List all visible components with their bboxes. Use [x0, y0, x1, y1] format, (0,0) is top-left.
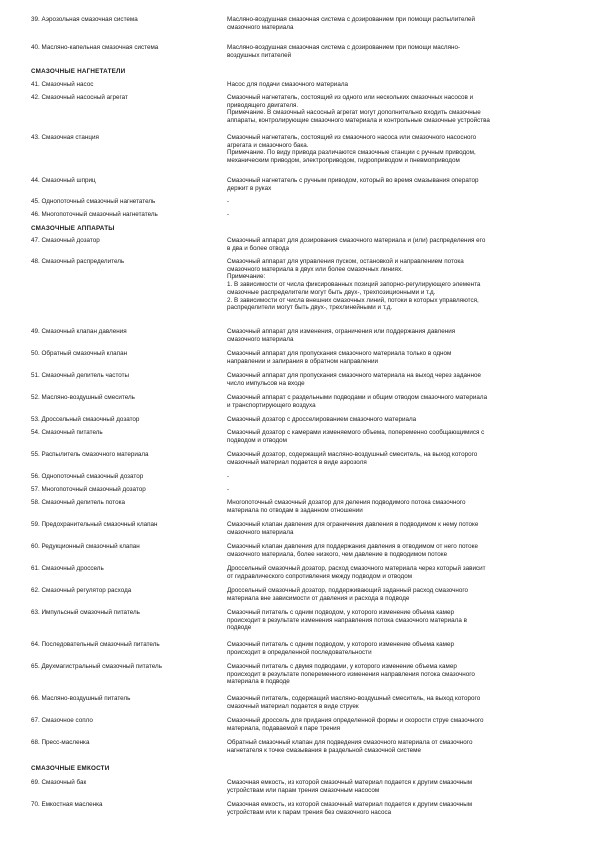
definition-line: -	[227, 211, 230, 218]
definition-line: Обратный смазочный клапан для подведения смазочного материала от смазочного	[227, 739, 473, 746]
term-definition	[227, 801, 567, 816]
definition-line: Смазочный аппарат для дозирования смазочного материала и (или) распределения его	[227, 237, 486, 244]
definition-line: материала вне зависимости от давления и расхода в подводе	[227, 594, 410, 602]
term-name: 40. Масляно-капельная смазочная система	[31, 44, 159, 51]
definition-line: Примечание:	[227, 273, 266, 281]
section-heading: СМАЗОЧНЫЕ НАГНЕТАТЕЛИ	[31, 68, 126, 75]
definition-line: Смазочный аппарат для пропускания смазочного материала только в одном	[227, 350, 452, 357]
term-name: 67. Смазочное сопло	[31, 717, 93, 724]
term-definition	[227, 717, 567, 732]
term-name: 54. Смазочный питатель	[31, 429, 103, 436]
term-name: 65. Двухмагистральный смазочный питатель	[31, 663, 162, 670]
term-name: 47. Смазочный дозатор	[31, 237, 100, 244]
definition-line: приводящего двигателя.	[227, 101, 299, 109]
definition-line: Смазочный нагнетатель, состоящий из смазочного насоса или смазочного насосного	[227, 134, 477, 141]
definition-line: происходит в результате попеременного изменения направления потока смазочного	[227, 670, 475, 678]
definition-line: механическим приводом, электроприводом, гидроприводом и пневмоприводом	[227, 157, 460, 165]
definition-line: воздушных питателей	[227, 51, 292, 59]
definition-line: Смазочная емкость, из которой смазочный материал подается к другим смазочным	[227, 779, 473, 786]
definition-line: Смазочный аппарат для изменения, ограничения или поддержания давления	[227, 328, 456, 335]
term-definition	[227, 44, 567, 59]
term-name: 59. Предохранительный смазочный клапан	[31, 521, 158, 528]
term-name: 51. Смазочный делитель частоты	[31, 372, 130, 379]
term-definition	[227, 177, 567, 192]
term-name: 55. Распылитель смазочного материала	[31, 451, 149, 458]
definition-line: Масляно-воздушная смазочная система с дозированием при помощи масляно-	[227, 44, 461, 51]
definition-line: 2. В зависимости от числа внешних смазочных линий, потоки в которых управляются,	[227, 296, 479, 304]
term-name: 62. Смазочный регулятор расхода	[31, 587, 132, 594]
definition-line: Смазочный дозатор с дросселированием смазочного материала	[227, 416, 417, 423]
term-definition	[227, 695, 567, 710]
definition-line: Смазочный клапан давления для ограничения давления в подводимом к нему потоке	[227, 521, 479, 528]
term-name: 52. Масляно-воздушный смеситель	[31, 394, 135, 401]
term-definition	[227, 451, 567, 466]
section-heading: СМАЗОЧНЫЕ АППАРАТЫ	[31, 225, 115, 232]
definition-line: Смазочный дозатор с камерами изменяемого объема, попеременно сообщающимися с	[227, 429, 485, 436]
term-name: 45. Однопоточный смазочный нагнетатель	[31, 198, 156, 205]
definition-line: -	[227, 486, 230, 493]
term-name: 53. Дроссельный смазочный дозатор	[31, 416, 140, 423]
term-name: 68. Пресс-масленка	[31, 739, 90, 746]
definition-line: смазочного материала	[227, 23, 294, 31]
definition-line: в два и более отвода	[227, 244, 290, 252]
definition-line: Смазочный дроссель для придания определенной формы и скорости струе смазочного	[227, 717, 484, 724]
definition-line: Смазочный питатель с двумя подводами, у которого изменение объема камер	[227, 663, 457, 670]
term-definition	[227, 486, 567, 494]
term-definition	[227, 429, 567, 444]
term-definition	[227, 134, 567, 165]
term-name: 48. Смазочный распределитель	[31, 258, 125, 265]
definition-line: Смазочный питатель с одним подводом, у которого изменение объема камер	[227, 641, 454, 648]
definition-line: число импульсов на входе	[227, 379, 305, 387]
definition-line: нагнетателя к точке смазывания в раздельной смазочной системе	[227, 746, 421, 754]
section-heading: СМАЗОЧНЫЕ ЕМКОСТИ	[31, 765, 110, 772]
term-name: 70. Емкостная масленка	[31, 801, 103, 808]
term-definition	[227, 499, 567, 514]
definition-line: Смазочный аппарат для пропускания смазочного материала на выход через заданное	[227, 372, 481, 379]
term-name: 57. Многопоточный смазочный дозатор	[31, 486, 146, 493]
definition-line: подводом и отводом	[227, 436, 287, 444]
term-name: 66. Масляно-воздушный питатель	[31, 695, 131, 702]
term-definition	[227, 565, 567, 580]
term-definition	[227, 641, 567, 656]
definition-line: смазочного материала, более низкого, чем давление в подводимом потоке	[227, 550, 448, 558]
term-definition	[227, 198, 567, 206]
definition-line: Масляно-воздушная смазочная система с дозированием при помощи распылителей	[227, 16, 476, 23]
term-name: 63. Импульсный смазочный питатель	[31, 609, 140, 616]
term-definition	[227, 258, 567, 312]
definition-line: Дроссельный смазочный дозатор, расход смазочного материала через который зависит	[227, 565, 486, 572]
definition-line: держит в руках	[227, 184, 272, 192]
definition-line: устройствам или парам трения смазочным насосом	[227, 786, 380, 794]
definition-line: Смазочная емкость, из которой смазочный материал подается к другим смазочным	[227, 801, 473, 808]
term-definition	[227, 779, 567, 794]
definition-line: Смазочный питатель с одним подводом, у которого изменение объема камер	[227, 609, 454, 616]
term-name: 49. Смазочный клапан давления	[31, 328, 127, 335]
term-definition	[227, 394, 567, 409]
definition-line: от гидравлического сопротивления между подводом и отводом	[227, 572, 413, 580]
definition-line: Смазочный нагнетатель с ручным приводом, который во время смазывания оператор	[227, 177, 479, 184]
term-name: 46. Многопоточный смазочный нагнетатель	[31, 211, 158, 218]
term-definition	[227, 609, 567, 632]
definition-line: материала по отводам в заданном отношении	[227, 506, 363, 514]
term-name: 39. Аэрозольная смазочная система	[31, 16, 138, 23]
definition-line: Многопоточный смазочный дозатор для деления подводимого потока смазочного	[227, 499, 466, 506]
definition-line: Дроссельный смазочный дозатор, поддерживающий заданный расход смазочного	[227, 587, 469, 594]
definition-line: Смазочный аппарат с раздельными подводами и общим отводом смазочного материала	[227, 394, 488, 401]
definition-line: устройствам или к парам трения без смазочного насоса	[227, 808, 392, 816]
definition-line: смазочного материала в двух или более смазочных линиях.	[227, 265, 403, 273]
definition-line: Насос для подачи смазочного материала	[227, 81, 348, 88]
term-definition	[227, 587, 567, 602]
definition-line: материала, подаваемой к паре трения	[227, 724, 340, 732]
definition-line: Смазочный питатель, содержащий масляно-воздушный смеситель, на выход которого	[227, 695, 481, 702]
term-definition	[227, 416, 567, 424]
term-name: 69. Смазочный бак	[31, 779, 87, 786]
definition-line: смазочный материал подается в виде струек	[227, 702, 359, 710]
definition-line: смазочные распределители могут быть двух-, трехпозиционными и т.д.	[227, 288, 436, 296]
definition-line: материала в подводе	[227, 678, 290, 686]
term-definition	[227, 663, 567, 686]
term-definition	[227, 94, 567, 125]
term-definition	[227, 473, 567, 481]
term-definition	[227, 81, 567, 89]
definition-line: 1. В зависимости от числа фиксированных позиций запорно-регулирующего элемента	[227, 281, 481, 289]
definition-line: Примечание. По виду привода различаются смазочные станции с ручным приводом,	[227, 149, 476, 157]
definition-line: агрегата и смазочного бака.	[227, 141, 309, 149]
term-name: 56. Однопоточный смазочный дозатор	[31, 473, 144, 480]
definition-line: -	[227, 473, 230, 480]
term-definition	[227, 211, 567, 219]
definition-line: происходит в результате изменения направления потока смазочного материала в	[227, 616, 467, 624]
term-name: 64. Последовательный смазочный питатель	[31, 641, 160, 648]
definition-line: происходит в определенной последовательности	[227, 648, 372, 656]
definition-line: Смазочный дозатор, содержащий масляно-воздушный смеситель, на выход которого	[227, 451, 478, 458]
term-definition	[227, 350, 567, 365]
definition-line: -	[227, 198, 230, 205]
definition-line: направлении и запирания в обратном направлении	[227, 357, 379, 365]
definition-line: распределители могут быть двух-, трехлинейными и т.д.	[227, 304, 393, 312]
definition-line: Смазочный аппарат для управления пуском, остановкой и направлением потока	[227, 258, 464, 265]
term-definition	[227, 16, 567, 31]
term-name: 61. Смазочный дроссель	[31, 565, 104, 572]
term-name: 44. Смазочный шприц	[31, 177, 96, 184]
definition-line: Примечание. В смазочный насосный агрегат могут дополнительно входить смазочные	[227, 109, 481, 117]
term-name: 60. Редукционный смазочный клапан	[31, 543, 140, 550]
term-definition	[227, 521, 567, 536]
definition-line: Смазочный нагнетатель, состоящий из одного или нескольких смазочных насосов и	[227, 94, 474, 101]
term-name: 50. Обратный смазочный клапан	[31, 350, 128, 357]
definition-line: подводе	[227, 624, 252, 632]
term-definition	[227, 328, 567, 343]
definition-line: аппараты, контролирующие смазочного материала и контрольные смазочные устройства	[227, 117, 490, 125]
definition-line: Смазочный клапан давления для поддержания давления в отводимом от него потоке	[227, 543, 478, 550]
term-definition	[227, 739, 567, 754]
definition-line: смазочного материала	[227, 335, 294, 343]
term-name: 58. Смазочный делитель потока	[31, 499, 125, 506]
term-definition	[227, 237, 567, 252]
term-name: 41. Смазочный насос	[31, 81, 94, 88]
term-definition	[227, 543, 567, 558]
term-definition	[227, 372, 567, 387]
term-name: 43. Смазочная станция	[31, 134, 99, 141]
definition-line: и транспортирующего воздуха	[227, 401, 316, 409]
definition-line: смазочного материала	[227, 528, 294, 536]
term-name: 42. Смазочный насосный агрегат	[31, 94, 128, 101]
definition-line: смазочный материал подается в виде аэрозоля	[227, 458, 367, 466]
